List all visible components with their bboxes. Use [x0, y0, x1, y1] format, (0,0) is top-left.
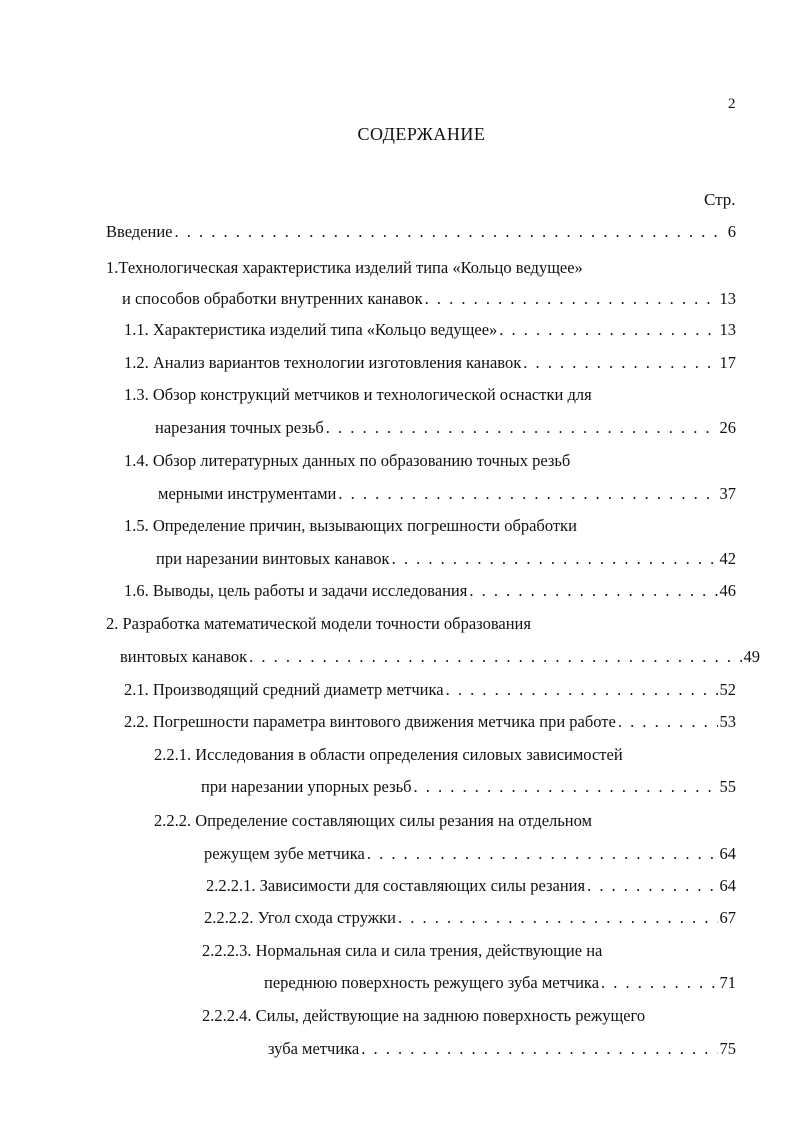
- toc-entry: [124, 680, 736, 700]
- toc-entry: [122, 289, 736, 309]
- toc-entry-page: 64: [719, 844, 736, 863]
- toc-entry: [124, 353, 736, 373]
- toc-entry: [155, 418, 736, 438]
- leader-dots: [249, 647, 741, 667]
- toc-entry: [124, 712, 736, 732]
- toc-entry-text: 2.2.2.2. Угол схода стружки: [204, 908, 396, 927]
- leader-dots: [523, 353, 717, 373]
- toc-entry: [204, 844, 736, 864]
- page-column-header: Стр.: [704, 190, 736, 209]
- leader-dots: [414, 777, 718, 797]
- toc-entry-text: 2.2. Погрешности параметра винтового движения метчика при работе: [124, 712, 616, 731]
- toc-entry-text: и способов обработки внутренних канавок: [122, 289, 423, 308]
- toc-entry: 1.3. Обзор конструкций метчиков и технологической оснастки для: [124, 385, 592, 404]
- page-title: СОДЕРЖАНИЕ: [357, 124, 486, 144]
- toc-entry-page: 55: [719, 777, 736, 796]
- toc-entry: [156, 549, 736, 569]
- toc-entry-page: 53: [719, 712, 736, 731]
- toc-entry-text: винтовых канавок: [120, 647, 248, 666]
- leader-dots: [587, 876, 717, 896]
- toc-entry-text: мерными инструментами: [158, 484, 337, 503]
- leader-dots: [338, 484, 717, 504]
- leader-dots: [361, 1039, 717, 1059]
- toc-entry-page: 46: [719, 581, 736, 600]
- leader-dots: [326, 418, 718, 438]
- page-number: 2: [728, 96, 736, 112]
- toc-entry: 2.2.2.3. Нормальная сила и сила трения, действующие на: [202, 941, 603, 960]
- toc-entry-text: 1.6. Выводы, цель работы и задачи исследования: [124, 581, 468, 600]
- leader-dots: [469, 581, 717, 601]
- toc-entry: [158, 484, 736, 504]
- toc-entry-page: 26: [719, 418, 736, 437]
- toc-entry-text: 2.1. Производящий средний диаметр метчика: [124, 680, 444, 699]
- toc-entry: 1.4. Обзор литературных данных по образованию точных резьб: [124, 451, 571, 470]
- toc-entry-page: 42: [719, 549, 736, 568]
- toc-entry-page: 52: [719, 680, 736, 699]
- toc-entry: [124, 581, 736, 601]
- toc-entry: 1.5. Определение причин, вызывающих погрешности обработки: [124, 516, 577, 535]
- toc-entry: [204, 908, 736, 928]
- leader-dots: [446, 680, 718, 700]
- leader-dots: [367, 844, 718, 864]
- toc-entry-text: 1.1. Характеристика изделий типа «Кольцо ведущее»: [124, 320, 498, 339]
- toc-entry-page: 64: [719, 876, 736, 895]
- toc-entry-text: режущем зубе метчика: [204, 844, 365, 863]
- toc-entry-page: 6: [727, 222, 736, 241]
- leader-dots: [175, 222, 726, 242]
- leader-dots: [425, 289, 718, 309]
- toc-entry: [201, 777, 736, 797]
- toc-entry-text: 2.2.2.1. Зависимости для составляющих силы резания: [206, 876, 586, 895]
- toc-entry: [264, 973, 736, 993]
- toc-entry-page: 17: [719, 353, 736, 372]
- toc-entry: 2. Разработка математической модели точности образования: [106, 614, 531, 633]
- toc-entry-text: нарезания точных резьб: [155, 418, 324, 437]
- toc-entry-page: 75: [719, 1039, 736, 1058]
- toc-entry-text: зуба метчика: [268, 1039, 360, 1058]
- toc-entry-page: 67: [719, 908, 736, 927]
- toc-entry: [106, 222, 736, 242]
- toc-entry-page: 71: [719, 973, 736, 992]
- leader-dots: [499, 320, 717, 340]
- toc-entry-text: при нарезании винтовых канавок: [156, 549, 390, 568]
- toc-entry: [206, 876, 736, 896]
- toc-entry-page: 13: [719, 320, 736, 339]
- toc-entry: [268, 1039, 736, 1059]
- leader-dots: [398, 908, 718, 928]
- toc-entry-text: Введение: [106, 222, 173, 241]
- toc-entry: 2.2.2.4. Силы, действующие на заднюю поверхность режущего: [202, 1006, 646, 1025]
- toc-entry-text: переднюю поверхность режущего зуба метчика: [264, 973, 600, 992]
- toc-entry-page: 49: [743, 647, 760, 666]
- toc-entry: [120, 647, 760, 667]
- toc-entry: 2.2.1. Исследования в области определения силовых зависимостей: [154, 745, 623, 764]
- leader-dots: [618, 712, 718, 732]
- leader-dots: [392, 549, 718, 569]
- toc-entry: 2.2.2. Определение составляющих силы резания на отдельном: [154, 811, 592, 830]
- toc-entry-text: 1.2. Анализ вариантов технологии изготовления канавок: [124, 353, 522, 372]
- toc-entry-text: при нарезании упорных резьб: [201, 777, 412, 796]
- toc-entry: [124, 320, 736, 340]
- toc-entry: 1.Технологическая характеристика изделий типа «Кольцо ведущее»: [106, 258, 583, 277]
- toc-entry-page: 37: [719, 484, 736, 503]
- toc-entry-page: 13: [719, 289, 736, 308]
- leader-dots: [601, 973, 717, 993]
